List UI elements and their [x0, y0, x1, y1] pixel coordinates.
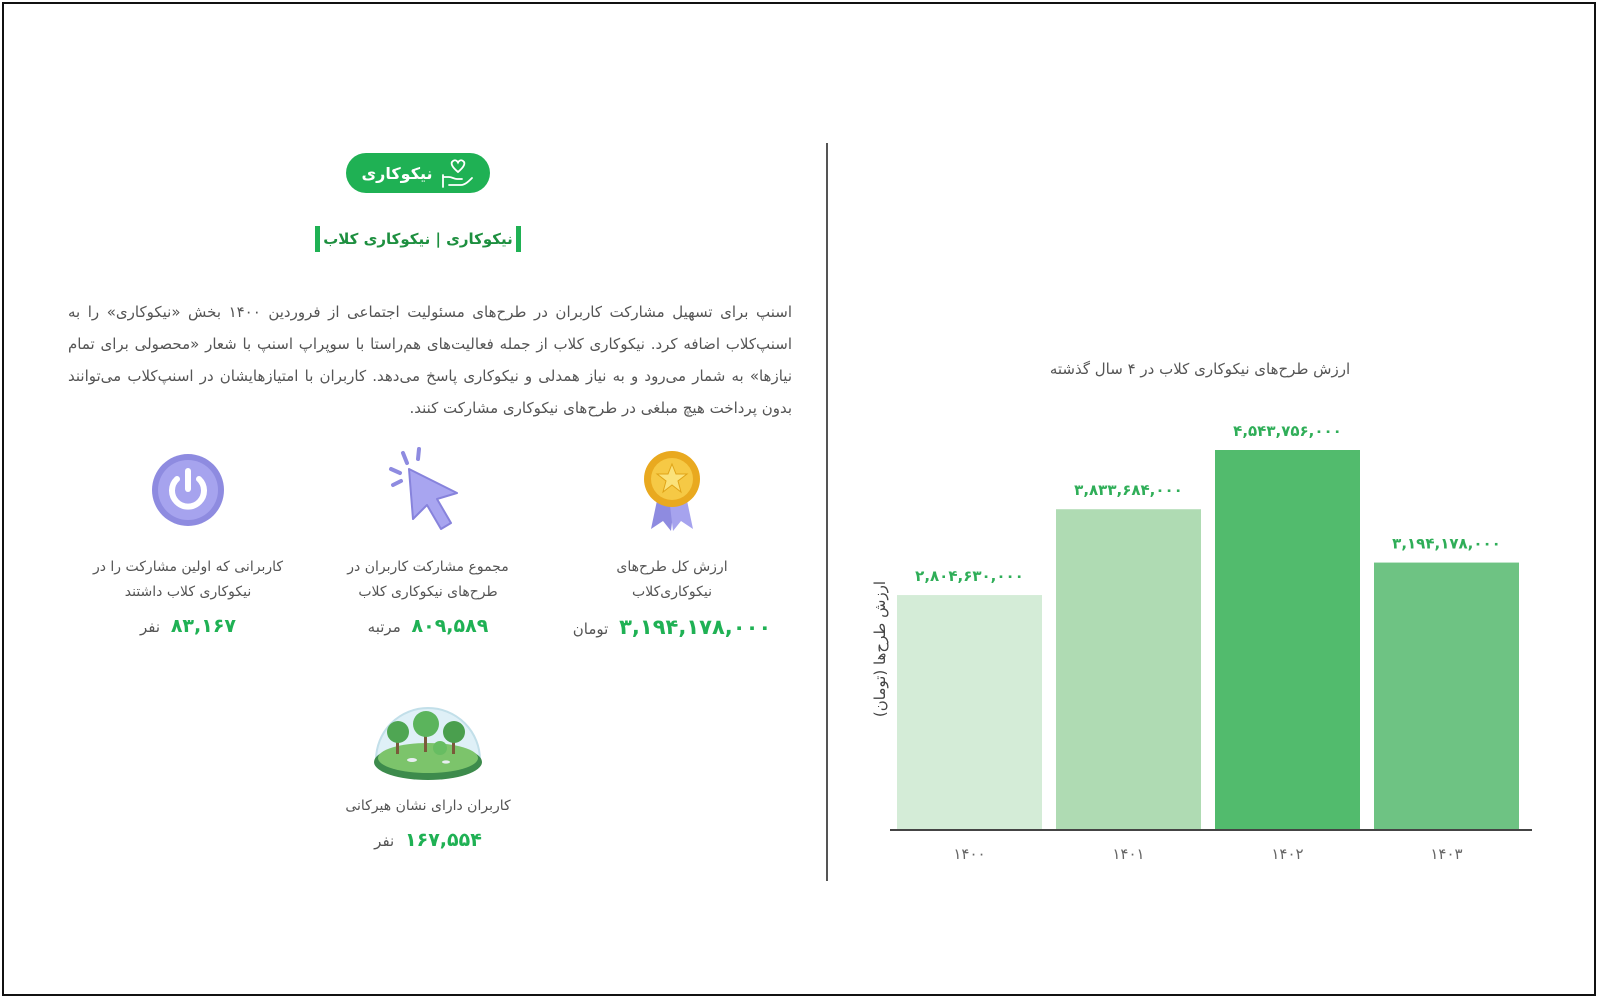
bar-3	[1374, 563, 1519, 829]
chart-title: ارزش طرح‌های نیکوکاری کلاب در ۴ سال گذشته	[1049, 360, 1351, 378]
y-axis-label: ارزش طرح‌ها (تومان)	[871, 580, 889, 718]
bar-0	[897, 595, 1042, 829]
x-tick-label: ۱۴۰۳	[1430, 845, 1463, 863]
stat-value: ۳,۱۹۴,۱۷۸,۰۰۰	[619, 615, 772, 639]
section-subtitle: نیکوکاری | نیکوکاری کلاب	[315, 226, 521, 252]
intro-paragraph: اسنپ برای تسهیل مشارکت کاربران در طرح‌های مسئولیت اجتماعی از فروردین ۱۴۰۰ بخش «نیکوکاری» را به اسنپ‌کلاب اضافه کرد. نیکوکاری کلاب از جمله فعالیت‌های هم‌راستا با سوپراپ اسنپ با شعار «محصولی برای تمام نیازها» به شمار می‌رود و به نیاز همدلی و نیکوکاری پاسخ می‌دهد. کاربران با امتیازهایشان در اسنپ‌کلاب می‌توانند بدون پرداخت هیچ مبلغی در طرح‌های نیکوکاری مشارکت کنند.	[68, 303, 792, 417]
stat-unit: نفر	[374, 832, 395, 850]
x-tick-label: ۱۴۰۱	[1112, 845, 1145, 863]
badge-label: نیکوکاری	[361, 163, 433, 183]
stat-label: ارزش کل طرح‌های نیکوکاری‌کلاب	[616, 559, 728, 600]
x-tick-label: ۱۴۰۰	[953, 845, 986, 863]
stat-value: ۸۰۹,۵۸۹	[411, 615, 489, 637]
stat-label: کاربرانی که اولین مشارکت را در نیکوکاری کلاب داشتند	[92, 559, 284, 600]
bar-value-label: ۲,۸۰۴,۶۳۰,۰۰۰	[915, 567, 1024, 586]
stat-value: ۱۶۷,۵۵۴	[405, 829, 482, 851]
bar-2	[1215, 450, 1360, 829]
stat-label: کاربران دارای نشان هیرکانی	[345, 798, 511, 814]
bar-value-label: ۳,۱۹۴,۱۷۸,۰۰۰	[1392, 534, 1501, 553]
x-tick-label: ۱۴۰۲	[1271, 845, 1304, 863]
bar-value-label: ۳,۸۳۳,۶۸۴,۰۰۰	[1074, 481, 1183, 500]
stat-unit: تومان	[572, 620, 609, 638]
stat-value: ۸۳,۱۶۷	[170, 615, 237, 637]
stat-unit: مرتبه	[367, 618, 401, 636]
bar-value-label: ۴,۵۴۳,۷۵۶,۰۰۰	[1233, 422, 1342, 440]
stat-unit: نفر	[139, 618, 161, 636]
bar-1	[1056, 509, 1201, 829]
stat-label: مجموع مشارکت کاربران در طرح‌های نیکوکاری کلاب	[347, 559, 509, 600]
